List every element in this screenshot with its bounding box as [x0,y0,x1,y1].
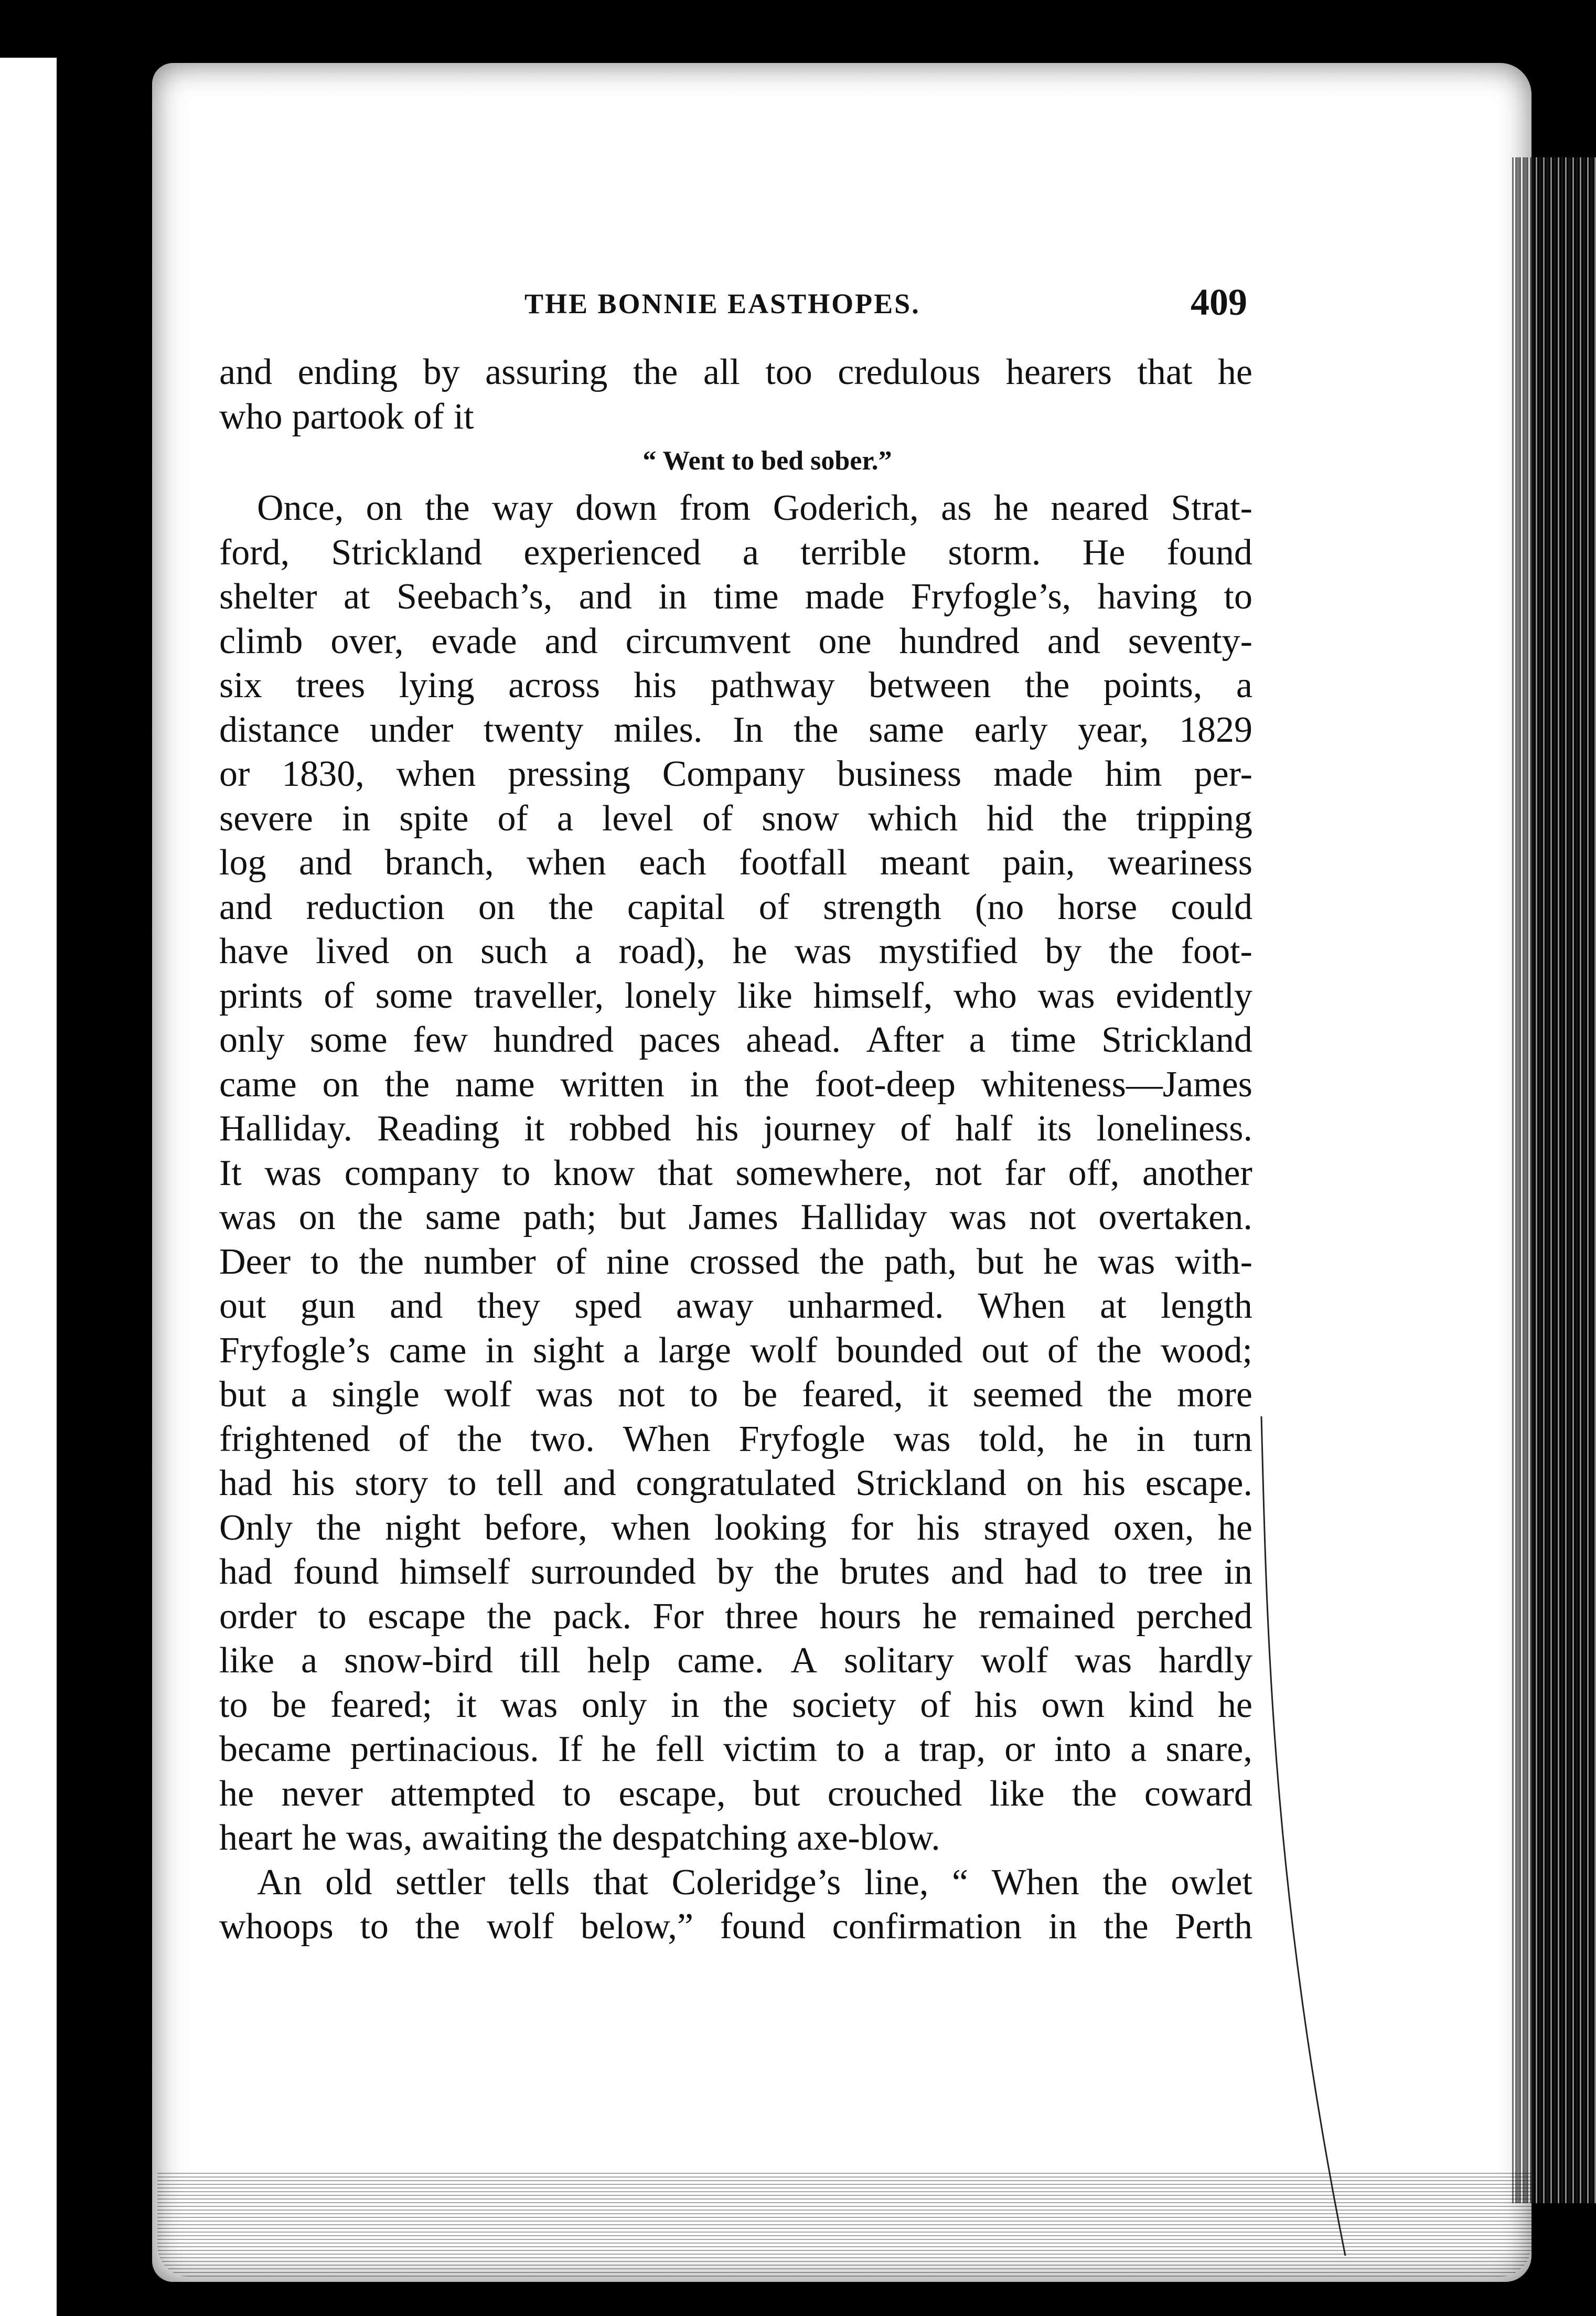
continuation-text [219,350,1252,439]
text-line: have lived on such a road), he was mystified by the foot- [219,931,1252,972]
text-line: Only the night before, when looking for his strayed oxen, he [219,1507,1252,1548]
page-body [219,350,1252,1949]
text-line: shelter at Seebach’s, and in time made Fryfogle’s, having to [219,577,1252,617]
text-line: had his story to tell and congratulated Strickland on his escape. [219,1463,1252,1503]
text-line: came on the name written in the foot-deep whiteness—James [219,1064,1252,1105]
text-line: It was company to know that somewhere, not far off, another [219,1152,1252,1193]
text-line: An old settler tells that Coleridge’s line, “ When the owlet [257,1862,1252,1903]
text-line: Halliday. Reading it robbed his journey of half its loneliness. [219,1108,1252,1149]
text-line: who partook of it [219,396,474,437]
paragraph [219,486,1252,1861]
text-line: whoops to the wolf below,” found confirmation in the Perth [219,1906,1252,1947]
text-line: became pertinacious. If he fell victim to a trap, or into a snare, [219,1729,1252,1769]
text-line: and ending by assuring the all too credulous hearers that he [219,352,1252,392]
block-quote: “ Went to bed sober.” [642,446,892,476]
text-line: prints of some traveller, lonely like himself, who was evidently [219,975,1252,1016]
text-line: severe in spite of a level of snow which hid the tripping [219,798,1252,839]
text-line: out gun and they sped away unharmed. When at length [219,1286,1252,1326]
text-line: frightened of the two. When Fryfogle was told, he in turn [219,1418,1252,1459]
text-line: Deer to the number of nine crossed the path, but he was with- [219,1241,1252,1282]
text-line: he never attempted to escape, but crouched like the coward [219,1773,1252,1814]
text-line: six trees lying across his pathway between the points, a [219,665,1252,706]
text-line: or 1830, when pressing Company business made him per- [219,754,1252,794]
text-line: only some few hundred paces ahead. After a time Strickland [219,1020,1252,1060]
text-line: Fryfogle’s came in sight a large wolf bounded out of the wood; [219,1330,1252,1371]
scan-right-edge [1512,157,1596,2203]
text-line: but a single wolf was not to be feared, it seemed the more [219,1374,1252,1415]
text-line: had found himself surrounded by the brutes and had to tree in [219,1552,1252,1592]
text-line: log and branch, when each footfall meant pain, weariness [219,842,1252,883]
scan-left-margin [0,58,68,2316]
text-line: order to escape the pack. For three hours he remained perched [219,1596,1252,1637]
text-line: to be feared; it was only in the society of his own kind he [219,1684,1252,1725]
text-line: climb over, evade and circumvent one hundred and seventy- [219,621,1252,661]
page-number: 409 [1191,281,1247,323]
running-head: THE BONNIE EASTHOPES. [524,288,920,319]
text-line: heart he was, awaiting the despatching axe-blow. [219,1818,940,1858]
text-line: and reduction on the capital of strength (no horse could [219,887,1252,927]
text-line: like a snow-bird till help came. A solitary wolf was hardly [219,1640,1252,1681]
page-fold-line [1256,1416,1351,2256]
text-line: ford, Strickland experienced a terrible storm. He found [219,532,1252,573]
paragraph [219,1861,1252,1949]
text-line: Once, on the way down from Goderich, as he neared Strat- [257,488,1252,528]
text-line: distance under twenty miles. In the same early year, 1829 [219,709,1252,750]
text-line: was on the same path; but James Halliday was not overtaken. [219,1197,1252,1237]
